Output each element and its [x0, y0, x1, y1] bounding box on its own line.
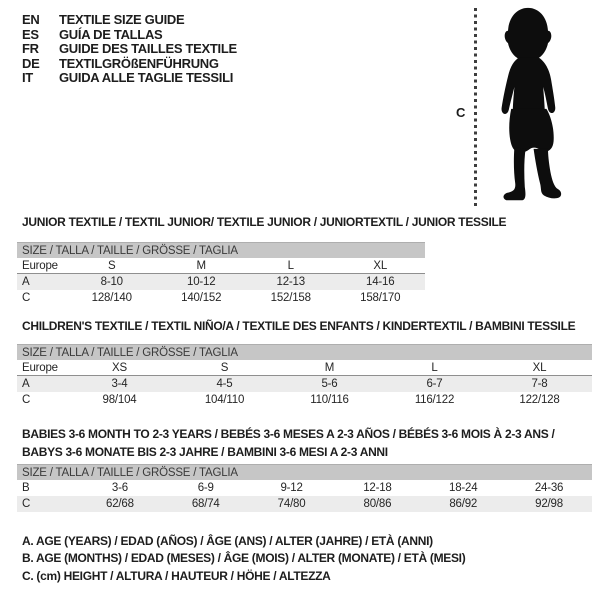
table-cell: 152/158	[270, 292, 311, 304]
row-label: A	[22, 378, 30, 390]
height-measure-label: C	[456, 105, 466, 120]
table-cell: 6-7	[426, 378, 443, 390]
language-label: GUÍA DE TALLAS	[59, 26, 163, 42]
table-cell: S	[108, 260, 116, 272]
language-row	[22, 13, 237, 28]
table-cell: 14-16	[366, 276, 395, 288]
table-row	[17, 496, 592, 512]
footnote-b: B. AGE (MONTHS) / EDAD (MESES) / ÂGE (MOIS) / ALTER (MONATE) / ETÀ (MESI)	[22, 551, 466, 566]
language-row	[22, 28, 237, 43]
language-label: GUIDA ALLE TAGLIE TESSILI	[59, 70, 234, 86]
table-cell: 5-6	[321, 378, 338, 390]
row-label: Europe	[22, 260, 58, 272]
table-cell: 8-10	[100, 276, 123, 288]
language-label: TEXTILGRÖßENFÜHRUNG	[59, 55, 219, 71]
footnotes	[22, 533, 465, 585]
babies-table-title-line2: BABYS 3-6 MONATE BIS 2-3 JAHRE / BAMBINI 3-6 MESI A 2-3 ANNI	[22, 444, 388, 459]
row-label: A	[22, 276, 30, 288]
table-cell: 80/86	[363, 498, 392, 510]
table-cell: 68/74	[191, 498, 220, 510]
table-header-bar: SIZE / TALLA / TAILLE / GRÖSSE / TAGLIA	[17, 464, 592, 480]
table-row	[17, 290, 425, 306]
table-cell: 4-5	[216, 378, 233, 390]
table-cell: 3-4	[111, 378, 128, 390]
table-cell: 92/98	[535, 498, 563, 510]
table-row	[17, 360, 592, 376]
table-row	[17, 274, 425, 290]
footnote-a: A. AGE (YEARS) / EDAD (AÑOS) / ÂGE (ANS) / ALTER (JAHRE) / ETÀ (ANNI)	[22, 534, 433, 548]
table-cell: S	[220, 362, 229, 374]
language-code: FR	[22, 41, 39, 57]
table-cell: XL	[373, 260, 388, 272]
children-size-table	[17, 344, 592, 408]
table-cell: 140/152	[181, 292, 222, 304]
language-code: IT	[22, 70, 33, 86]
table-cell: 98/104	[102, 394, 137, 406]
table-cell: M	[196, 260, 206, 272]
language-label: TEXTILE SIZE GUIDE	[59, 12, 185, 27]
table-header-bar: SIZE / TALLA / TAILLE / GRÖSSE / TAGLIA	[17, 242, 425, 258]
height-measure-dotted-line	[474, 8, 477, 206]
language-code: EN	[22, 12, 40, 27]
baby-silhouette-icon	[484, 6, 572, 206]
table-cell: L	[287, 260, 294, 272]
table-cell: 158/170	[360, 292, 401, 304]
table-row	[17, 392, 592, 408]
table-cell: 128/140	[91, 292, 132, 304]
table-cell: 10-12	[187, 276, 216, 288]
table-cell: 9-12	[280, 482, 303, 494]
table-cell: 110/116	[310, 394, 349, 406]
babies-size-table	[17, 464, 592, 512]
table-cell: 18-24	[449, 482, 478, 494]
row-label: C	[22, 394, 31, 406]
table-cell: XL	[532, 362, 547, 374]
table-cell: 116/122	[414, 394, 455, 406]
table-cell: 12-13	[276, 276, 305, 288]
footnote-c: C. (cm) HEIGHT / ALTURA / HAUTEUR / HÖHE / ALTEZZA	[22, 568, 331, 583]
table-header-bar: SIZE / TALLA / TAILLE / GRÖSSE / TAGLIA	[17, 344, 592, 360]
table-cell: 12-18	[363, 482, 392, 494]
table-row	[17, 376, 592, 392]
language-list	[22, 13, 237, 86]
language-label: GUIDE DES TAILLES TEXTILE	[59, 41, 237, 57]
table-cell: 7-8	[531, 378, 548, 390]
row-label: C	[22, 292, 31, 304]
language-row	[22, 42, 237, 57]
language-row	[22, 71, 237, 86]
row-label: Europe	[22, 362, 58, 374]
children-table-title: CHILDREN'S TEXTILE / TEXTIL NIÑO/A / TEXTILE DES ENFANTS / KINDERTEXTIL / BAMBINI TESSILE	[22, 319, 576, 333]
row-label: C	[22, 498, 31, 510]
table-cell: 122/128	[519, 394, 560, 406]
language-code: ES	[22, 26, 39, 42]
language-code: DE	[22, 55, 40, 71]
table-cell: 104/110	[204, 394, 245, 406]
table-row	[17, 258, 425, 274]
junior-table-title: JUNIOR TEXTILE / TEXTIL JUNIOR/ TEXTILE JUNIOR / JUNIORTEXTIL / JUNIOR TESSILE	[22, 215, 507, 229]
table-cell: L	[431, 362, 438, 374]
table-cell: M	[324, 362, 335, 374]
table-cell: 6-9	[197, 482, 214, 494]
table-cell: XS	[112, 362, 127, 374]
language-row	[22, 57, 237, 72]
table-cell: 74/80	[277, 498, 306, 510]
table-cell: 24-36	[534, 482, 564, 494]
row-label: B	[22, 482, 30, 494]
table-cell: 86/92	[449, 498, 478, 510]
junior-size-table	[17, 242, 425, 306]
babies-table-title-line1: BABIES 3-6 MONTH TO 2-3 YEARS / BEBÉS 3-6 MESES A 2-3 AÑOS / BÉBÉS 3-6 MOIS À 2-3 ANS /	[22, 427, 555, 441]
table-row	[17, 480, 592, 496]
table-cell: 62/68	[106, 498, 134, 510]
table-cell: 3-6	[111, 482, 128, 494]
